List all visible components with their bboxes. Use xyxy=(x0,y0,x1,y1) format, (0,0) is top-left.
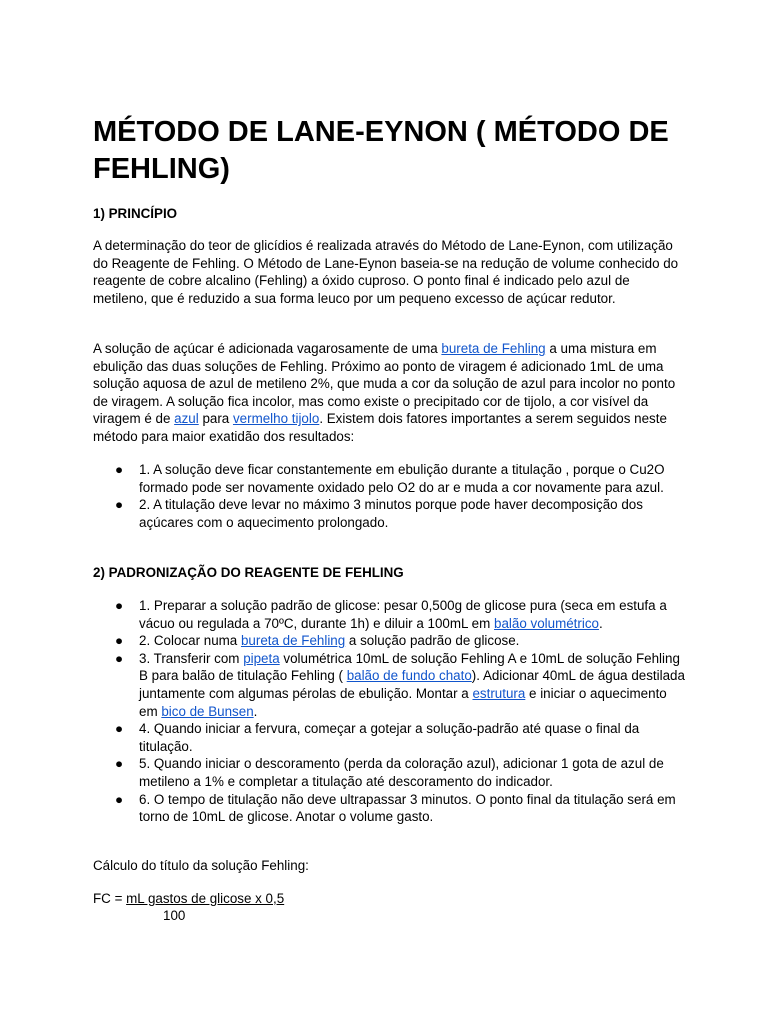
link-bureta-de-fehling-2[interactable]: bureta de Fehling xyxy=(240,633,346,649)
list-item: ● 6. O tempo de titulação não deve ultrapassar 3 minutos. O ponto final da titulação será em torno de 10mL de glicose. Anotar o volume gasto. xyxy=(115,791,676,825)
section-heading-padronizacao: 2) PADRONIZAÇÃO DO REAGENTE DE FEHLING xyxy=(93,565,404,580)
link-bico-de-bunsen[interactable]: bico de Bunsen xyxy=(161,703,254,719)
list-item: ● 3. Transferir com pipeta volumétrica 10mL de solução Fehling A e 10mL de solução Fehling B para balão de titulação Fehling ( balão de fundo chato). Adicionar 40mL de água destilada juntamente com algumas pérolas de ebulição. Montar a estrutura e iniciar o aquecimento em bico de Bunsen. xyxy=(115,650,685,719)
list-item: ● 5. Quando iniciar o descoramento (perda da coloração azul), adicionar 1 gota de azul de metileno a 1% e completar a titulação até descoramento do indicador. xyxy=(115,756,664,789)
list-item: ● 1. Preparar a solução padrão de glicose: pesar 0,500g de glicose pura (seca em estufa a vácuo ou regulada a 70ºC, durante 1h) e diluir a 100mL em balão volumétrico. xyxy=(115,598,667,631)
paragraph-principio-2: A solução de açúcar é adicionada vagarosamente de uma bureta de Fehling a uma mistura em ebulição das duas soluções de Fehling. Próximo ao ponto de viragem é adicionado 1mL de uma solução aquosa de azul de metileno 2%, que muda a cor da solução de azul para incolor no ponto de viragem. A solução fica incolor, mas como existe o precipitado cor de tijolo, a cor visível da viragem é de azul para vermelho tijolo. Existem dois fatores importantes a serem seguidos neste método para maior exatidão dos resultados: xyxy=(93,341,676,444)
section-heading-principio: 1) PRINCÍPIO xyxy=(93,206,178,221)
list-item: ● 2. A titulação deve levar no máximo 3 minutos porque pode haver decomposição dos açúcares com o aquecimento prolongado. xyxy=(115,497,643,530)
link-pipeta[interactable]: pipeta xyxy=(243,650,280,666)
document-title: MÉTODO DE LANE-EYNON ( MÉTODO DE FEHLING) xyxy=(93,116,669,185)
bullet-icon: ● xyxy=(115,462,124,477)
bullet-icon: ● xyxy=(115,650,124,666)
list-item: ● 1. A solução deve ficar constantemente em ebulição durante a titulação , porque o Cu2O formado pode ser novamente oxidado pelo O2 do ar e muda a cor novamente para azul. xyxy=(115,462,665,495)
paragraph-principio-1: A determinação do teor de glicídios é realizada através do Método de Lane-Eynon, com utilização do Reagente de Fehling. O Método de Lane-Eynon baseia-se na redução de volume conhecido do reagente de cobre alcalino (Fehling) a óxido cuproso. O ponto final é indicado pelo azul de metileno, que é reduzido a sua forma leuco por um pequeno excesso de açúcar redutor. xyxy=(93,238,679,306)
calc-label: Cálculo do título da solução Fehling: xyxy=(93,858,309,873)
bullet-icon: ● xyxy=(115,756,124,772)
link-estrutura[interactable]: estrutura xyxy=(472,685,526,701)
link-balao-volumetrico[interactable]: balão volumétrico xyxy=(494,615,599,631)
bullet-icon: ● xyxy=(115,633,124,649)
list-fatores xyxy=(93,461,685,531)
bullet-icon: ● xyxy=(115,721,124,737)
link-azul[interactable]: azul xyxy=(174,411,199,427)
link-bureta-de-fehling[interactable]: bureta de Fehling xyxy=(441,341,546,356)
formula-lhs: FC = xyxy=(93,891,127,906)
link-balao-de-fundo-chato[interactable]: balão de fundo chato xyxy=(346,668,472,684)
formula-line xyxy=(93,890,284,908)
list-item: ● 2. Colocar numa bureta de Fehling a solução padrão de glicose. xyxy=(115,633,520,649)
bullet-icon: ● xyxy=(115,497,124,513)
formula-numerator: mL gastos de glicose x 0,5 xyxy=(126,891,285,906)
bullet-icon: ● xyxy=(115,791,124,807)
link-vermelho-tijolo[interactable]: vermelho tijolo xyxy=(232,411,320,427)
bullet-icon: ● xyxy=(115,598,124,613)
formula-denominator: 100 xyxy=(163,908,186,923)
list-padronizacao xyxy=(93,597,685,826)
list-item: ● 4. Quando iniciar a fervura, começar a gotejar a solução-padrão até quase o final da titulação. xyxy=(115,721,640,754)
